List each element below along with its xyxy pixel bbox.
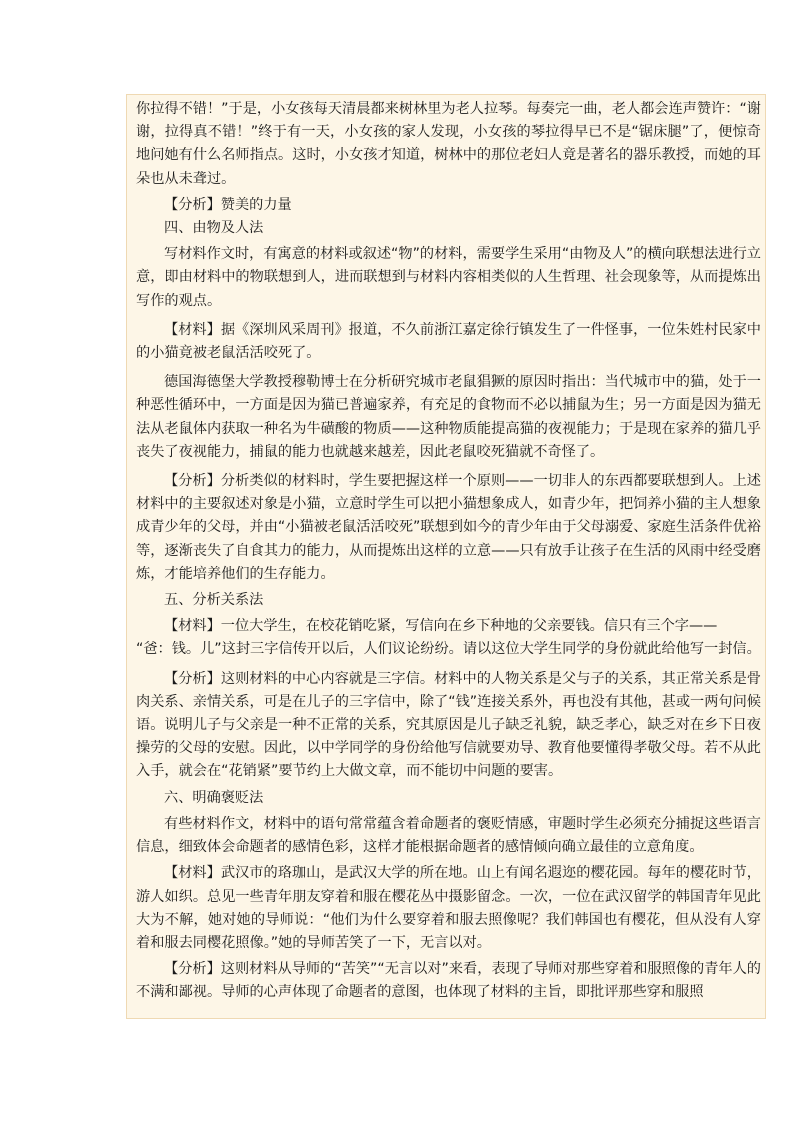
material-letter-paragraph: 【材料】一位大学生，在校花销吃紧，写信向在乡下种地的父亲要钱。信只有三个字——: [164, 618, 718, 635]
section-heading-5: 五、分析关系法: [164, 592, 264, 609]
analysis-letter-paragraph: 【分析】这则材料的中心内容就是三字信。材料中的人物关系是父与子的关系，其正常关系是骨肉关系、亲情关系，可是在儿子的三字信中，除了“钱”连接关系外，再也没有其他，甚或一两句问候语。说明儿子与父亲是一种不正常的关系，究其原因是儿子缺乏礼貌，缺乏孝心，缺乏对在乡下日夜操劳的父母的安慰。因此，以中学同学的身份给他写信就要劝导、教育他要懂得孝敬父母。若不从此入手，就会在“花销紧”要节约上大做文章，而不能切中问题的要害。: [136, 670, 761, 780]
method-intro-paragraph: 写材料作文时，有寓意的材料或叙述“物”的材料，需要学生采用“由物及人”的横向联想法进行立意，即由材料中的物联想到人，进而联想到与材料内容相类似的人生哲理、社会现象等，从而提炼出写作的观点。: [136, 246, 761, 309]
analysis-praise: 【分析】赞美的力量: [164, 196, 292, 213]
method-praise-blame-paragraph: 有些材料作文，材料中的语句常常蕴含着命题者的褒贬情感，审题时学生必须充分捕捉这些语言信息，细致体会命题者的感情色彩，这样才能根据命题者的感情倾向确立最佳的立意角度。: [136, 815, 761, 856]
professor-quote-paragraph: 德国海德堡大学教授穆勒博士在分析研究城市老鼠猖獗的原因时指出：当代城市中的猫，处于一种恶性循环中，一方面是因为猫已普遍家养，有充足的食物而不必以捕鼠为生；另一方面是因为猫无法从老鼠体内获取一种名为牛磺酸的物质——这种物质能提高猫的夜视能力；于是现在家养的猫几乎丧失了夜视能力，捕鼠的能力也就越来越差，因此老鼠咬死猫就不奇怪了。: [136, 374, 761, 460]
material-letter-continued: “爸：钱。儿”这封三字信传开以后，人们议论纷纷。请以这位大学生同学的身份就此给他写一封信。: [136, 641, 761, 658]
material-sakura-paragraph: 【材料】武汉市的珞珈山，是武汉大学的所在地。山上有闻名遐迩的樱花园。每年的樱花时节，游人如织。总见一些青年朋友穿着和服在樱花丛中摄影留念。一次，一位在武汉留学的韩国青年见此大为不解，她对她的导师说：“他们为什么要穿着和服去照像呢？我们韩国也有樱花，但从没有人穿着和服去同樱花照像。”她的导师苦笑了一下，无言以对。: [136, 865, 761, 951]
material-cat-paragraph: 【材料】据《深圳风采周刊》报道，不久前浙江嘉定徐行镇发生了一件怪事，一位朱姓村民家中的小猫竟被老鼠活活咬死了。: [136, 321, 761, 362]
section-heading-6: 六、明确褒贬法: [164, 789, 264, 806]
story-ending-paragraph: 你拉得不错！”于是，小女孩每天清晨都来树林里为老人拉琴。每奏完一曲，老人都会连声赞许：“谢谢，拉得真不错！”终于有一天，小女孩的家人发现，小女孩的琴拉得早已不是“锯床腿”了，便惊奇地问她有什么名师指点。这时，小女孩才知道，树林中的那位老妇人竟是著名的器乐教授，而她的耳朵也从未聋过。: [136, 101, 761, 187]
analysis-cat-paragraph: 【分析】分析类似的材料时，学生要把握这样一个原则——一切非人的东西都要联想到人。上述材料中的主要叙述对象是小猫，立意时学生可以把小猫想象成人，如青少年，把饲养小猫的主人想象成青少年的父母，并由“小猫被老鼠活活咬死”联想到如今的青少年由于父母溺爱、家庭生活条件优裕等，逐渐丧失了自食其力的能力，从而提炼出这样的立意——只有放手让孩子在生活的风雨中经受磨炼，才能培养他们的生存能力。: [136, 473, 761, 582]
section-heading-4: 四、由物及人法: [164, 220, 264, 237]
document-page: [126, 94, 766, 1019]
analysis-sakura-paragraph: 【分析】这则材料从导师的“苦笑”“无言以对”来看，表现了导师对那些穿着和服照像的青年人的不满和鄙视。导师的心声体现了命题者的意图，也体现了材料的主旨，即批评那些穿和服照: [136, 961, 761, 1001]
